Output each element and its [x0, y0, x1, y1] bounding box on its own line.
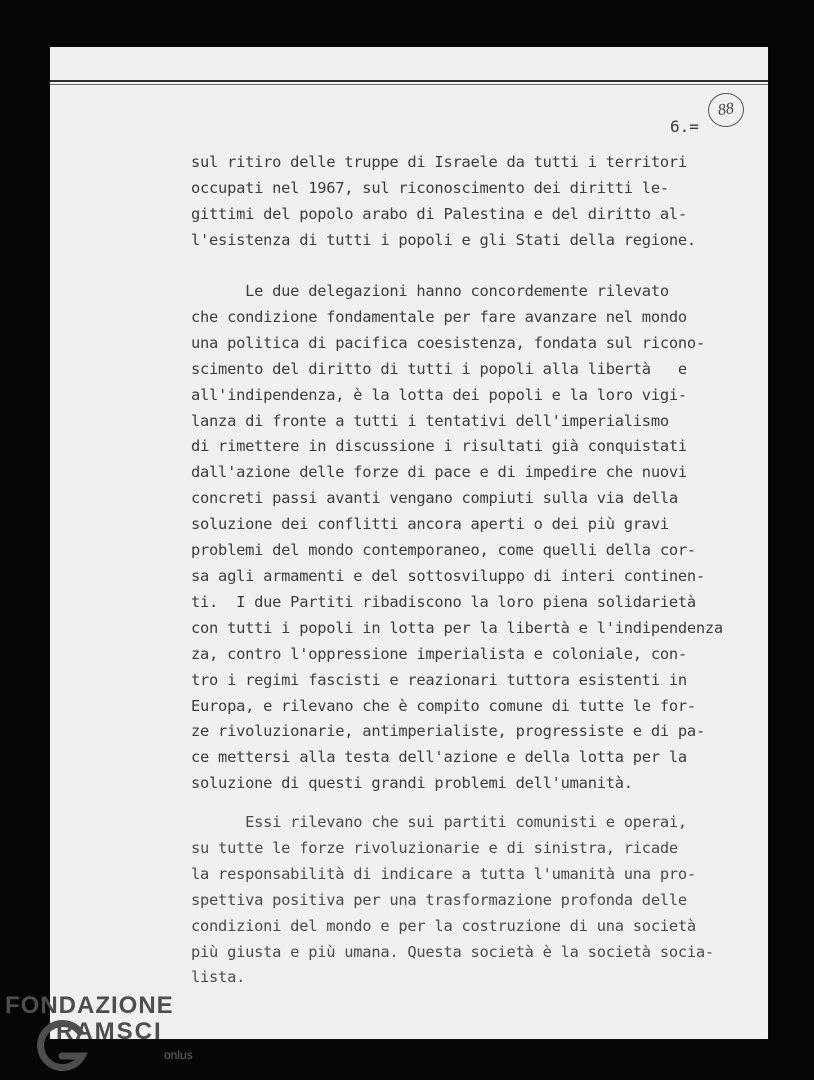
text-line: Europa, e rilevano che è compito comune di tutte le for- — [191, 696, 696, 715]
text-line: di rimettere in discussione i risultati già conquistati — [191, 437, 687, 456]
header-rule-shadow — [50, 84, 768, 85]
watermark-line-1: FONDAZIONE — [5, 992, 174, 1019]
paragraph-3 — [191, 810, 721, 991]
text-line: soluzione dei conflitti ancora aperti o dei più gravi — [191, 515, 669, 534]
watermark-line-3: onlus — [164, 1048, 193, 1062]
text-line: ze rivoluzionarie, antimperialiste, progressiste e di pa- — [191, 722, 705, 741]
text-line: ce mettersi alla testa dell'azione e della lotta per la — [191, 748, 687, 767]
text-line: scimento del diritto di tutti i popoli alla libertà e — [191, 359, 687, 378]
text-line: tro i regimi fascisti e reazionari tuttora esistenti in — [191, 670, 687, 689]
text-line: Essi rilevano che sui partiti comunisti e operai, — [191, 813, 687, 831]
text-line: sul ritiro delle truppe di Israele da tutti i territori — [191, 153, 687, 171]
text-line: con tutti i popoli in lotta per la libertà e l'indipendenza — [191, 618, 723, 637]
text-line: la responsabilità di indicare a tutta l'umanità una pro- — [191, 864, 696, 883]
text-line: soluzione di questi grandi problemi dell'umanità. — [191, 774, 633, 793]
text-line: ti. I due Partiti ribadiscono la loro piena solidarietà — [191, 592, 696, 611]
header-rule — [50, 80, 768, 82]
text-line: che condizione fondamentale per fare avanzare nel mondo — [191, 307, 687, 326]
fondazione-gramsci-watermark — [0, 988, 210, 1080]
text-line: l'esistenza di tutti i popoli e gli Stati della regione. — [191, 230, 696, 249]
text-line: dall'azione delle forze di pace e di impedire che nuovi — [191, 463, 687, 482]
text-line: condizioni del mondo e per la costruzione di una società — [191, 916, 696, 935]
watermark-line-2: RAMSCI — [56, 1018, 163, 1045]
text-line: lista. — [191, 968, 246, 987]
text-line: all'indipendenza, è la lotta dei popoli e la loro vigi- — [191, 385, 687, 404]
text-line: una politica di pacifica coesistenza, fondata sul ricono- — [191, 333, 705, 352]
text-line: sa agli armamenti e del sottosviluppo di interi continen- — [191, 566, 705, 585]
text-line: Le due delegazioni hanno concordemente rilevato — [191, 282, 669, 300]
paragraph-2 — [191, 279, 721, 797]
text-line: su tutte le forze rivoluzionarie e di sinistra, ricade — [191, 838, 678, 857]
text-line: concreti passi avanti vengano compiuti sulla via della — [191, 489, 678, 508]
text-line: occupati nel 1967, sul riconoscimento dei diritti le- — [191, 178, 669, 197]
text-line: za, contro l'oppressione imperialista e coloniale, con- — [191, 644, 687, 663]
text-line: spettiva positiva per una trasformazione profonda delle — [191, 890, 687, 909]
page-number: 6.= — [670, 117, 699, 136]
archive-number: 88 — [716, 99, 736, 120]
text-line: problemi del mondo contemporaneo, come quelli della cor- — [191, 541, 696, 560]
text-line: lanza di fronte a tutti i tentativi dell'imperialismo — [191, 411, 669, 430]
archive-number-stamp — [706, 91, 746, 130]
text-line: gittimi del popolo arabo di Palestina e del diritto al- — [191, 204, 687, 223]
paragraph-1 — [191, 150, 721, 254]
text-line: più giusta e più umana. Questa società è la società socia- — [191, 942, 714, 961]
